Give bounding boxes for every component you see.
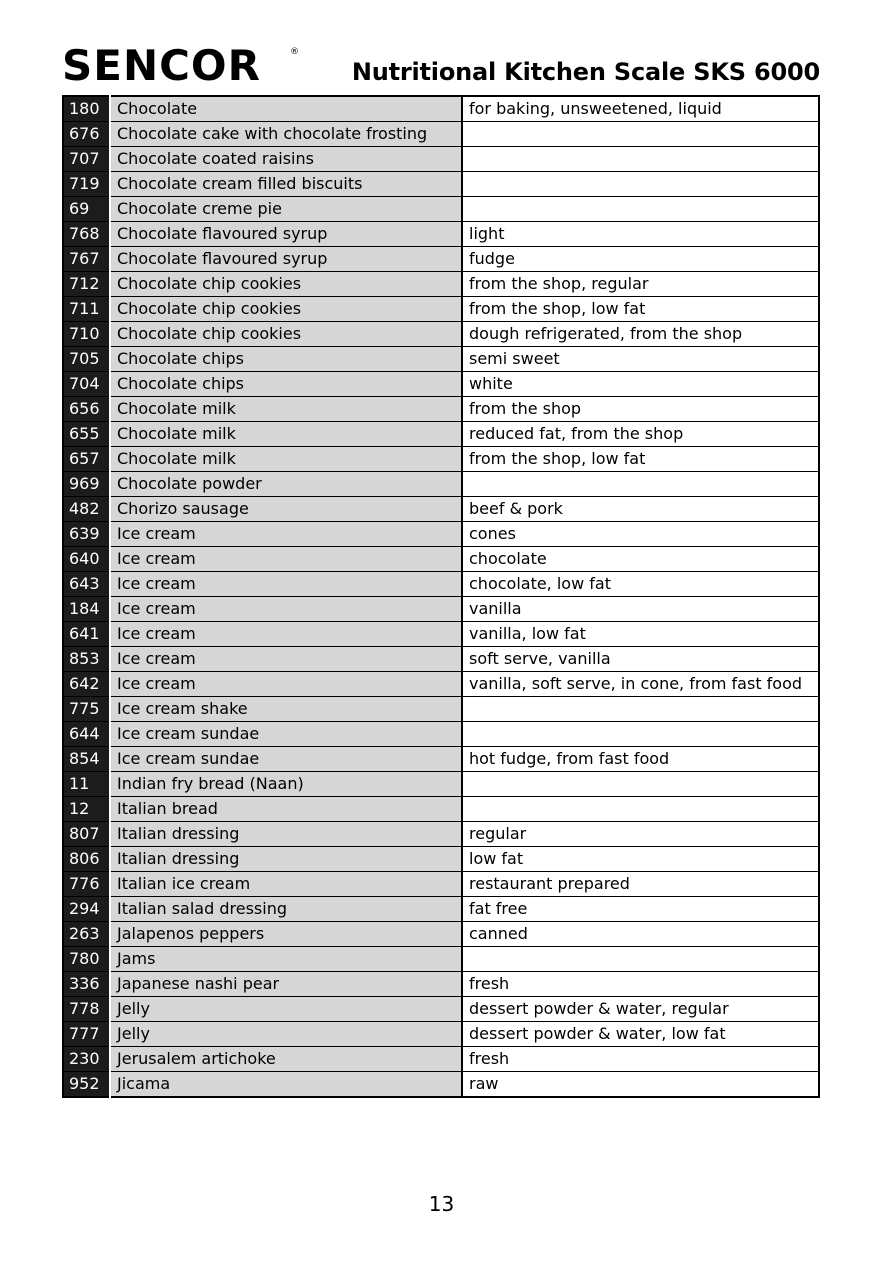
food-description: light bbox=[462, 222, 819, 247]
food-code: 263 bbox=[63, 922, 110, 947]
food-name: Chocolate bbox=[110, 96, 462, 122]
food-code: 657 bbox=[63, 447, 110, 472]
food-code: 704 bbox=[63, 372, 110, 397]
food-name: Italian bread bbox=[110, 797, 462, 822]
food-code: 705 bbox=[63, 347, 110, 372]
table-row bbox=[63, 347, 819, 372]
food-description: white bbox=[462, 372, 819, 397]
food-name: Ice cream bbox=[110, 622, 462, 647]
food-code: 336 bbox=[63, 972, 110, 997]
food-description: vanilla, soft serve, in cone, from fast food bbox=[462, 672, 819, 697]
food-code: 775 bbox=[63, 697, 110, 722]
food-code: 642 bbox=[63, 672, 110, 697]
food-name: Chocolate flavoured syrup bbox=[110, 222, 462, 247]
food-code: 180 bbox=[63, 96, 110, 122]
table-row bbox=[63, 422, 819, 447]
food-code: 767 bbox=[63, 247, 110, 272]
food-name: Jelly bbox=[110, 1022, 462, 1047]
food-description bbox=[462, 772, 819, 797]
food-code: 641 bbox=[63, 622, 110, 647]
table-row bbox=[63, 697, 819, 722]
table-row bbox=[63, 397, 819, 422]
food-code: 854 bbox=[63, 747, 110, 772]
food-name: Chocolate creme pie bbox=[110, 197, 462, 222]
food-description: chocolate bbox=[462, 547, 819, 572]
table-row bbox=[63, 572, 819, 597]
table-row bbox=[63, 772, 819, 797]
food-name: Ice cream bbox=[110, 672, 462, 697]
page-title: Nutritional Kitchen Scale SKS 6000 bbox=[351, 58, 820, 86]
food-code: 230 bbox=[63, 1047, 110, 1072]
table-row bbox=[63, 972, 819, 997]
food-name: Chocolate chip cookies bbox=[110, 322, 462, 347]
table-row bbox=[63, 272, 819, 297]
food-name: Chocolate chips bbox=[110, 372, 462, 397]
food-name: Ice cream shake bbox=[110, 697, 462, 722]
food-description: canned bbox=[462, 922, 819, 947]
food-code: 294 bbox=[63, 897, 110, 922]
food-description: soft serve, vanilla bbox=[462, 647, 819, 672]
food-code: 655 bbox=[63, 422, 110, 447]
food-code: 777 bbox=[63, 1022, 110, 1047]
food-name: Italian salad dressing bbox=[110, 897, 462, 922]
food-code: 644 bbox=[63, 722, 110, 747]
table-row bbox=[63, 947, 819, 972]
food-description: beef & pork bbox=[462, 497, 819, 522]
food-name: Chocolate flavoured syrup bbox=[110, 247, 462, 272]
food-code: 482 bbox=[63, 497, 110, 522]
table-row bbox=[63, 647, 819, 672]
food-description bbox=[462, 472, 819, 497]
table-row bbox=[63, 1022, 819, 1047]
food-code: 952 bbox=[63, 1072, 110, 1098]
food-code: 806 bbox=[63, 847, 110, 872]
food-name: Chocolate coated raisins bbox=[110, 147, 462, 172]
food-name: Chocolate cream filled biscuits bbox=[110, 172, 462, 197]
food-name: Jalapenos peppers bbox=[110, 922, 462, 947]
food-code: 778 bbox=[63, 997, 110, 1022]
food-description: restaurant prepared bbox=[462, 872, 819, 897]
table-row bbox=[63, 147, 819, 172]
food-name: Jicama bbox=[110, 1072, 462, 1098]
table-row bbox=[63, 597, 819, 622]
food-name: Ice cream bbox=[110, 597, 462, 622]
food-name: Chocolate milk bbox=[110, 447, 462, 472]
food-code: 11 bbox=[63, 772, 110, 797]
food-code: 776 bbox=[63, 872, 110, 897]
table-row bbox=[63, 96, 819, 122]
food-code: 69 bbox=[63, 197, 110, 222]
food-code: 676 bbox=[63, 122, 110, 147]
food-code: 712 bbox=[63, 272, 110, 297]
food-name: Ice cream bbox=[110, 547, 462, 572]
table-row bbox=[63, 197, 819, 222]
food-description: regular bbox=[462, 822, 819, 847]
food-description: fresh bbox=[462, 1047, 819, 1072]
table-row bbox=[63, 472, 819, 497]
food-name: Italian dressing bbox=[110, 847, 462, 872]
food-code: 780 bbox=[63, 947, 110, 972]
food-name: Chocolate cake with chocolate frosting bbox=[110, 122, 462, 147]
food-name: Japanese nashi pear bbox=[110, 972, 462, 997]
food-name: Chocolate powder bbox=[110, 472, 462, 497]
food-name: Jerusalem artichoke bbox=[110, 1047, 462, 1072]
food-code: 12 bbox=[63, 797, 110, 822]
food-description: dessert powder & water, low fat bbox=[462, 1022, 819, 1047]
table-row bbox=[63, 747, 819, 772]
food-name: Jelly bbox=[110, 997, 462, 1022]
food-name: Chocolate chips bbox=[110, 347, 462, 372]
food-description: fudge bbox=[462, 247, 819, 272]
food-code: 707 bbox=[63, 147, 110, 172]
food-description: reduced fat, from the shop bbox=[462, 422, 819, 447]
food-description: from the shop, regular bbox=[462, 272, 819, 297]
food-description: raw bbox=[462, 1072, 819, 1098]
food-description: from the shop, low fat bbox=[462, 447, 819, 472]
food-name: Chocolate milk bbox=[110, 422, 462, 447]
food-description: semi sweet bbox=[462, 347, 819, 372]
table-row bbox=[63, 522, 819, 547]
food-description: cones bbox=[462, 522, 819, 547]
table-row bbox=[63, 172, 819, 197]
food-name: Chorizo sausage bbox=[110, 497, 462, 522]
food-code: 184 bbox=[63, 597, 110, 622]
sencor-logo bbox=[62, 42, 302, 86]
table-row bbox=[63, 497, 819, 522]
food-code: 969 bbox=[63, 472, 110, 497]
food-code: 639 bbox=[63, 522, 110, 547]
table-row bbox=[63, 797, 819, 822]
food-code: 768 bbox=[63, 222, 110, 247]
brand-wordmark: SENCOR bbox=[62, 42, 261, 86]
food-description: dessert powder & water, regular bbox=[462, 997, 819, 1022]
table-row bbox=[63, 447, 819, 472]
food-name: Jams bbox=[110, 947, 462, 972]
food-description: hot fudge, from fast food bbox=[462, 747, 819, 772]
food-name: Ice cream bbox=[110, 647, 462, 672]
table-row bbox=[63, 1072, 819, 1098]
food-description: from the shop, low fat bbox=[462, 297, 819, 322]
food-code: 853 bbox=[63, 647, 110, 672]
table-row bbox=[63, 622, 819, 647]
food-name: Italian dressing bbox=[110, 822, 462, 847]
food-code: 643 bbox=[63, 572, 110, 597]
table-row bbox=[63, 547, 819, 572]
table-row bbox=[63, 672, 819, 697]
table-row bbox=[63, 997, 819, 1022]
food-description: dough refrigerated, from the shop bbox=[462, 322, 819, 347]
food-description: chocolate, low fat bbox=[462, 572, 819, 597]
table-row bbox=[63, 722, 819, 747]
food-code: 656 bbox=[63, 397, 110, 422]
food-name: Indian fry bread (Naan) bbox=[110, 772, 462, 797]
food-description: fresh bbox=[462, 972, 819, 997]
food-code: 719 bbox=[63, 172, 110, 197]
food-description bbox=[462, 147, 819, 172]
food-description: vanilla, low fat bbox=[462, 622, 819, 647]
table-row bbox=[63, 822, 819, 847]
food-description bbox=[462, 697, 819, 722]
food-name: Chocolate chip cookies bbox=[110, 272, 462, 297]
table-row bbox=[63, 847, 819, 872]
food-description bbox=[462, 722, 819, 747]
table-row bbox=[63, 297, 819, 322]
page-number: 13 bbox=[428, 1192, 455, 1216]
food-code: 711 bbox=[63, 297, 110, 322]
food-description bbox=[462, 122, 819, 147]
table-row bbox=[63, 372, 819, 397]
food-code-table bbox=[62, 95, 820, 1098]
food-description: vanilla bbox=[462, 597, 819, 622]
food-description bbox=[462, 172, 819, 197]
food-code: 640 bbox=[63, 547, 110, 572]
registered-mark: ® bbox=[290, 47, 299, 57]
food-description: low fat bbox=[462, 847, 819, 872]
food-description: for baking, unsweetened, liquid bbox=[462, 96, 819, 122]
food-description bbox=[462, 197, 819, 222]
table-row bbox=[63, 247, 819, 272]
food-code: 807 bbox=[63, 822, 110, 847]
table-row bbox=[63, 872, 819, 897]
table-row bbox=[63, 897, 819, 922]
table-row bbox=[63, 322, 819, 347]
food-description bbox=[462, 947, 819, 972]
food-name: Italian ice cream bbox=[110, 872, 462, 897]
food-name: Ice cream bbox=[110, 522, 462, 547]
food-code: 710 bbox=[63, 322, 110, 347]
food-description bbox=[462, 797, 819, 822]
food-description: fat free bbox=[462, 897, 819, 922]
table-row bbox=[63, 222, 819, 247]
food-name: Ice cream sundae bbox=[110, 747, 462, 772]
table-row bbox=[63, 922, 819, 947]
table-row bbox=[63, 122, 819, 147]
food-description: from the shop bbox=[462, 397, 819, 422]
food-name: Ice cream bbox=[110, 572, 462, 597]
food-name: Ice cream sundae bbox=[110, 722, 462, 747]
food-name: Chocolate milk bbox=[110, 397, 462, 422]
food-name: Chocolate chip cookies bbox=[110, 297, 462, 322]
table-row bbox=[63, 1047, 819, 1072]
